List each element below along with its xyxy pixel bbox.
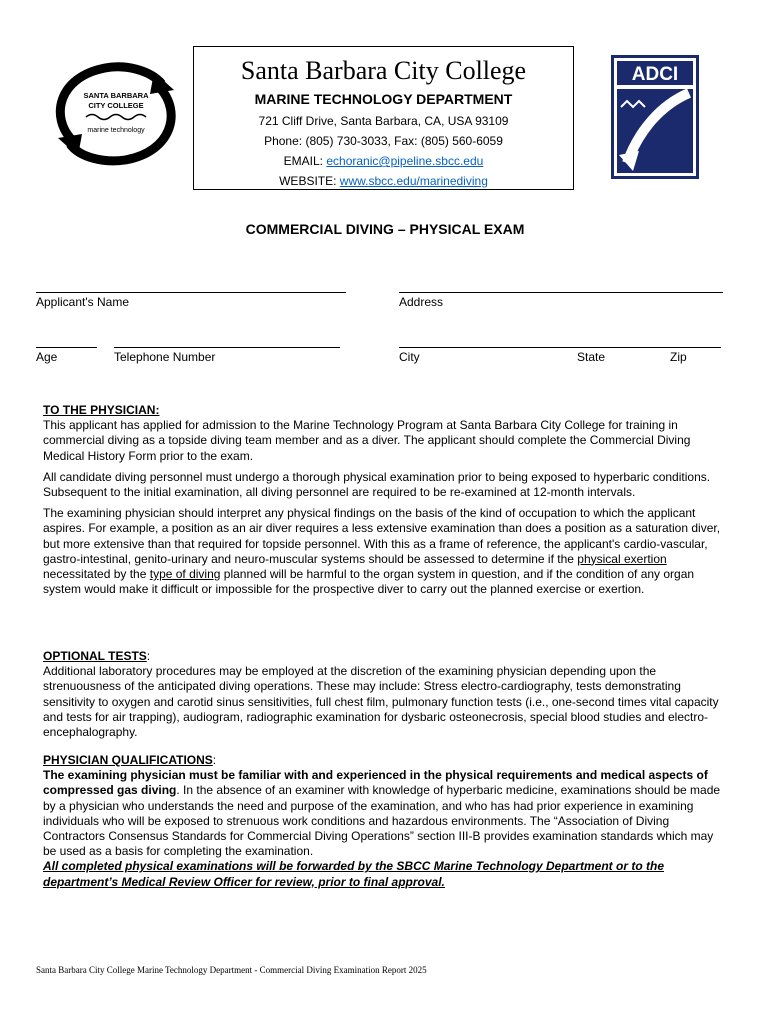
logo-text-line1: SANTA BARBARA	[83, 91, 149, 100]
address-field-line[interactable]	[399, 292, 723, 293]
state-label: State	[577, 350, 606, 364]
sbcc-logo	[50, 62, 182, 166]
website-line	[194, 171, 573, 191]
email-label: EMAIL:	[283, 154, 327, 168]
physician-paragraph-3: The examining physician should interpret any physical findings on the basis of the kind of occupation to which the applicant aspires. For example, a position as an air diver requires a less extensive examination than does a position as a saturation diver, but more extensive than that required for topside personnel. With this as a frame of reference, the applicant's cardio-vascular, gastro-intestinal, genito-urinary and neuro-muscular systems should be assessed to determine if the physical exertion necessitated by the type of diving planned will be harmful to the organ system in question, and if the condition of any organ system would make it difficult or impossible for the prospective diver to carry out the planned exercise or exertion.	[43, 506, 721, 597]
adci-logo-text: ADCI	[631, 64, 679, 85]
logo-text-line2: CITY COLLEGE	[88, 101, 144, 110]
department-name: MARINE TECHNOLOGY DEPARTMENT	[254, 91, 513, 107]
document-title: COMMERCIAL DIVING – PHYSICAL EXAM	[245, 221, 525, 237]
applicant-name-line[interactable]	[36, 292, 346, 293]
website-label: WEBSITE:	[279, 174, 340, 188]
page-footer: Santa Barbara City College Marine Technology Department - Commercial Diving Examination Report 2025	[36, 965, 427, 975]
optional-tests-section: OPTIONAL TESTS: Additional laboratory procedures may be employed at the discretion of the examining physician depending upon the strenuousness of the anticipated diving operations. These may include: Stress electro-cardiography, tests demonstrating sensitivity to oxygen and carotid sinus sensitivities, full chest film, pulmonary function tests (i.e., one-second times vital capacity and tests for air trapping), audiogram, radiographic examination for dysbaric osteonecrosis, special blood studies and electro-encephalography.	[43, 649, 723, 740]
optional-tests-heading: OPTIONAL TESTS	[43, 649, 147, 663]
college-name: Santa Barbara City College	[240, 56, 527, 85]
physical-exertion-text: physical exertion	[577, 551, 667, 566]
optional-tests-text: Additional laboratory procedures may be employed at the discretion of the examining physician depending upon the strenuousness of the anticipated diving operations. These may include: Stress electro-cardiography, tests demonstrating sensitivity to oxygen and carotid sinus sensitivities, full chest film, pulmonary function tests (i.e., one-second times vital capacity and tests for air trapping), audiogram, radiographic examination for dysbaric osteonecrosis, special blood studies and electro-encephalography.	[43, 664, 719, 740]
age-line[interactable]	[36, 347, 97, 348]
address-line: 721 Cliff Drive, Santa Barbara, CA, USA 93109	[258, 114, 509, 128]
adci-logo	[611, 55, 699, 179]
qualifications-text: The examining physician must be familiar with and experienced in the physical requirements and medical aspects of compressed gas diving. In the absence of an examiner with knowledge of hyperbaric medicine, examinations should be made by a physician who understands the need and purpose of the examination, and who has had prior experience in examining individuals who will be exposed to strenuous work conditions and hazardous environments. The “Association of Diving Contractors Consensus Standards for Commercial Diving Operations” section III-B provides examination standards which may be used as a basis for completing the examination.	[43, 768, 721, 859]
physician-paragraph-1: This applicant has applied for admission to the Marine Technology Program at Santa Barbara City College for training in commercial diving as a topside diving team member and as a diver. The applicant should complete the Commercial Diving Medical History Form prior to the exam.	[43, 418, 691, 463]
final-approval-note: All completed physical examinations will be forwarded by the SBCC Marine Technology Department or to the department’s Medical Review Officer for review, prior to final approval.	[43, 859, 664, 889]
email-link[interactable]: echoranic@pipeline.sbcc.edu	[326, 154, 484, 168]
telephone-label: Telephone Number	[114, 350, 216, 364]
phone-fax-line: Phone: (805) 730-3033, Fax: (805) 560-6059	[264, 134, 503, 148]
zip-label: Zip	[670, 350, 687, 364]
physician-heading: TO THE PHYSICIAN:	[43, 403, 160, 417]
qualifications-section: PHYSICIAN QUALIFICATIONS: The examining physician must be familiar with and experienced in the physical requirements and medical aspects of compressed gas diving. In the absence of an examiner with knowledge of hyperbaric medicine, examinations should be made by a physician who understands the need and purpose of the examination, and who has had prior experience in examining individuals who will be exposed to strenuous work conditions and hazardous environments. The “Association of Diving Contractors Consensus Standards for Commercial Diving Operations” section III-B provides examination standards which may be used as a basis for completing the examination. All completed physical examinations will be forwarded by the SBCC Marine Technology Department or to the department’s Medical Review Officer for review, prior to final approval.	[43, 753, 723, 890]
header-box	[193, 46, 574, 190]
type-of-diving-text: type of diving	[149, 567, 221, 582]
age-label: Age	[36, 350, 58, 364]
physician-section	[43, 403, 723, 597]
applicant-name-label: Applicant's Name	[36, 295, 129, 309]
qualifications-heading: PHYSICIAN QUALIFICATIONS	[43, 753, 213, 767]
telephone-line[interactable]	[114, 347, 340, 348]
qualifications-bold-text: The examining physician must be familiar with and experienced in the physical requirements and medical aspects of compressed gas diving	[43, 768, 708, 798]
website-link[interactable]: www.sbcc.edu/marinediving	[339, 174, 488, 188]
address-label: Address	[399, 295, 444, 309]
logo-text-line3: marine technology	[87, 127, 145, 134]
city-label: City	[399, 350, 420, 364]
city-state-zip-line[interactable]	[399, 347, 721, 348]
physician-paragraph-2: All candidate diving personnel must undergo a thorough physical examination prior to being exposed to hyperbaric conditions. Subsequent to the initial examination, all diving personnel are required to be re-examined at 12-month intervals.	[43, 469, 711, 500]
email-line	[194, 151, 573, 171]
